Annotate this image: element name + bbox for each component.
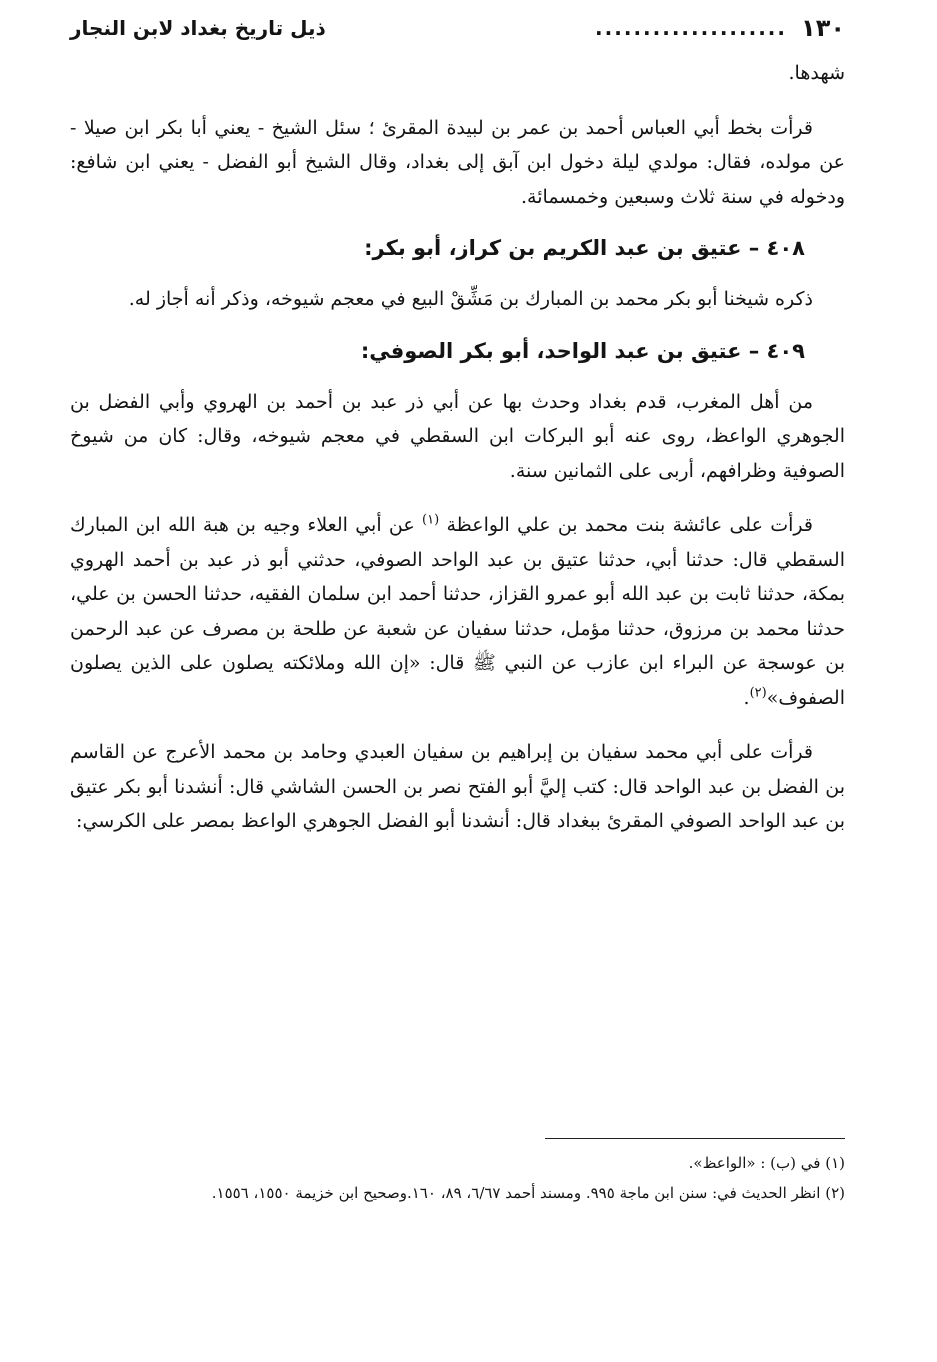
text-run: عن أبي العلاء وجيه بن هبة الله ابن المبارك السقطي قال: حدثنا أبي، حدثنا عتيق بن عبد الواحد الصوفي، حدثني أبو ذر عبد بن أحمد الهروي بمكة، حدثنا ثابت بن عبد الله أبو عمرو القزاز، حدثنا أحمد ابن سلمان الفقيه، حدثنا الحسن بن علي، حدثنا محمد بن مرزوق، حدثنا مؤمل، حدثنا سفيان عن شعبة عن طلحة بن مصرف عن عبد الرحمن بن عوسجة عن البراء ابن عازب عن النبي ﷺ قال: «إن الله وملائكته يصلون على الذين يصلون الصفوف» (70, 514, 845, 709)
running-header (70, 8, 845, 48)
paragraph: ذكره شيخنا أبو بكر محمد بن المبارك بن مَشِّقْ البيع في معجم شيوخه، وذكر أنه أجاز له. (128, 288, 813, 310)
footnote-1: (١) في (ب) : «الواعظ». (688, 1154, 845, 1172)
footnotes (70, 1150, 845, 1210)
paragraph-continuation: شهدها. (788, 62, 845, 84)
header-leader-dots: .................... (595, 16, 787, 40)
page-number: ١٣٠ (801, 14, 845, 42)
book-title: ذيل تاريخ بغداد لابن النجار (70, 16, 326, 40)
footnote-marker-2: (٢) (749, 685, 767, 701)
paragraph: من أهل المغرب، قدم بغداد وحدث بها عن أبي ذر عبد بن أحمد بن الهروي وأبي الفضل بن الجوهري الواعظ، روى عنه أبو البركات ابن السقطي في معجم شيوخه، وقال: كان من شيوخ الصوفية وظرافهم، أربى على الثمانين سنة. (70, 390, 845, 482)
footnote-separator (545, 1138, 845, 1139)
document-page (70, 0, 845, 1362)
text-run: قرأت على عائشة بنت محمد بن علي الواعظة (446, 514, 813, 536)
paragraph: قرأت بخط أبي العباس أحمد بن عمر بن لبيدة المقرئ ؛ سئل الشيخ - يعني أبا بكر ابن صيلا - عن مولده، فقال: مولدي ليلة دخول ابن آبق إلى بغداد، وقال الشيخ أبو الفضل - يعني ابن شافع: ودخوله في سنة ثلاث وسبعين وخمسمائة. (70, 116, 845, 208)
text-run: . (743, 686, 750, 709)
paragraph: قرأت على أبي محمد سفيان بن إبراهيم بن سفيان العبدي وحامد بن محمد الأعرج عن القاسم بن الفضل بن عبد الواحد قال: كتب إليَّ أبو الفتح نصر بن الحسن الشاشي قال: أنشدنا أبو بكر عتيق بن عبد الواحد الصوفي المقرئ ببغداد قال: أنشدنا أبو الفضل الجوهري الواعظ بمصر على الكرسي: (70, 741, 845, 832)
main-text (70, 56, 845, 839)
entry-heading-409: ٤٠٩ – عتيق بن عبد الواحد، أبو بكر الصوفي: (360, 338, 805, 363)
entry-heading-408: ٤٠٨ – عتيق بن عبد الكريم بن كراز، أبو بكر: (364, 236, 805, 260)
footnote-marker-1: (١) (422, 512, 440, 528)
footnote-2: (٢) انظر الحديث في: سنن ابن ماجة ٩٩٥. ومسند أحمد ٦/٦٧، ٨٩، ١٦٠.وصحيح ابن خزيمة ١٥٥٠، ١٥٥٦. (211, 1184, 845, 1202)
paragraph-hadith-chain (70, 508, 845, 715)
